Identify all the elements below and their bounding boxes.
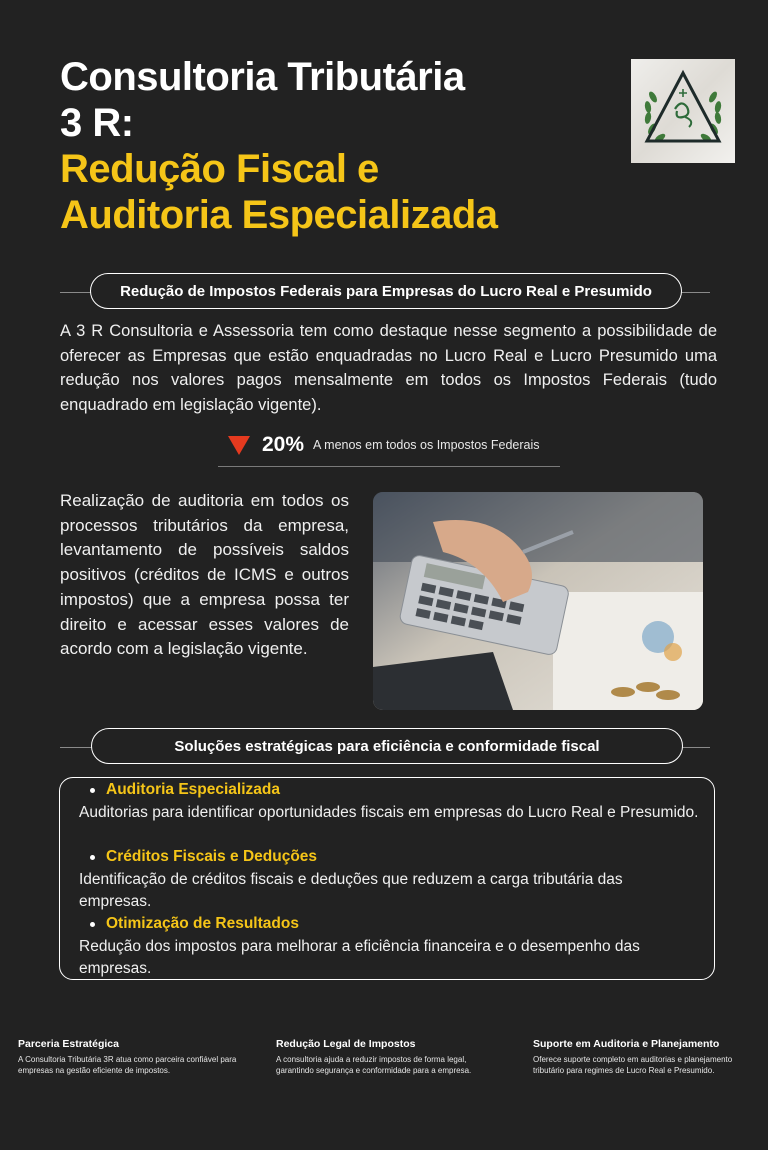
page-title (60, 54, 620, 238)
footer-title: Redução Legal de Impostos (276, 1038, 416, 1050)
audit-paragraph: Realização de auditoria em todos os processos tributários da empresa, levantamento de possíveis saldos positivos (créditos de ICMS e outros impostos) que a empresa possa ter direito e acessar esses valores de acordo com a legislação vigente. (60, 491, 349, 659)
section1-pill: Redução de Impostos Federais para Empresas do Lucro Real e Presumido (90, 273, 682, 309)
subtitle-line-2: Auditoria Especializada (60, 193, 498, 237)
bullet-icon (90, 855, 95, 860)
solution-title: Créditos Fiscais e Deduções (106, 848, 318, 865)
subtitle-line-1: Redução Fiscal e (60, 147, 379, 191)
solution-title: Otimização de Resultados (106, 915, 299, 932)
solution-description: Redução dos impostos para melhorar a eficiência financeira e o desempenho das empresas. (79, 938, 640, 977)
stat-description: A menos em todos os Impostos Federais (313, 438, 540, 452)
footer-title: Suporte em Auditoria e Planejamento (533, 1038, 720, 1050)
footer-description: Oferece suporte completo em auditorias e planejamento tributário para regimes de Lucro Real e Presumido. (533, 1055, 733, 1075)
section2-pill: Soluções estratégicas para eficiência e conformidade fiscal (91, 728, 683, 764)
calculator-photo (373, 492, 703, 710)
solution-description: Identificação de créditos fiscais e deduções que reduzem a carga tributária das empresas. (79, 871, 623, 910)
solution-title: Auditoria Especializada (106, 781, 280, 798)
footer-column (18, 1038, 243, 1076)
down-triangle-icon (228, 436, 250, 455)
footer-description: A Consultoria Tributária 3R atua como parceira confiável para empresas na gestão eficiente de impostos. (18, 1055, 237, 1075)
stat-divider (218, 466, 560, 467)
section1-paragraph: A 3 R Consultoria e Assessoria tem como destaque nesse segmento a possibilidade de oferecer as Empresas que estão enquadradas no Lucro Real e Lucro Presumido uma redução nos valores pagos mensalmente em todos os Impostos Federais (tudo enquadrado em legislação vigente). (60, 322, 717, 414)
bullet-icon (90, 922, 95, 927)
logo (631, 59, 735, 163)
title-line-1: Consultoria Tributária (60, 55, 465, 99)
footer-title: Parceria Estratégica (18, 1038, 119, 1050)
stat-percent: 20% (262, 433, 305, 456)
triangle-laurel-logo-icon (631, 59, 735, 163)
footer-column (276, 1038, 501, 1076)
footer-column (533, 1038, 758, 1076)
bullet-icon (90, 788, 95, 793)
title-line-2: 3 R: (60, 101, 134, 145)
solution-description: Auditorias para identificar oportunidades fiscais em empresas do Lucro Real e Presumido. (79, 804, 699, 821)
footer-description: A consultoria ajuda a reduzir impostos de forma legal, garantindo segurança e conformidade para a empresa. (276, 1055, 472, 1075)
section1-heading (60, 273, 710, 311)
stat-row (228, 430, 540, 460)
section2-heading (60, 728, 710, 766)
